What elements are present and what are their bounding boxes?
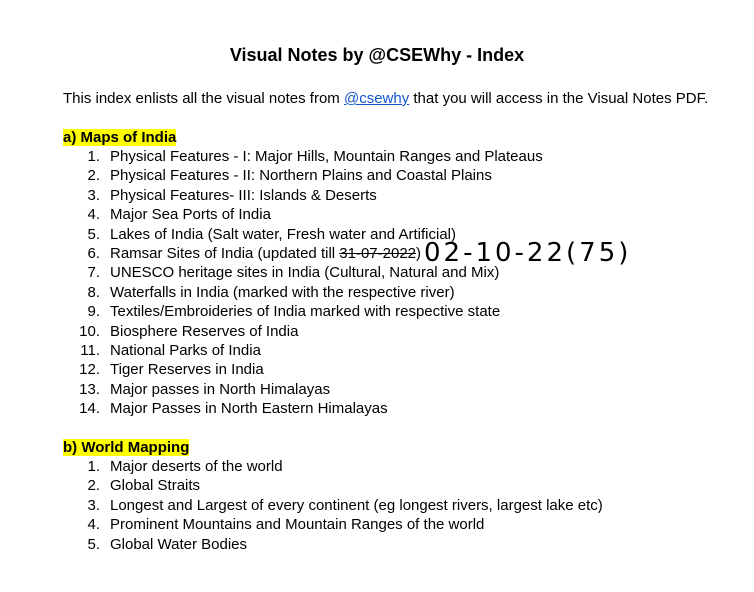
list-item-text: Physical Features - I: Major Hills, Mountain Ranges and Plateaus [110, 148, 543, 165]
section-heading-world-mapping [63, 438, 189, 457]
list-item-number: 10. [79, 322, 100, 340]
list-item-text: Tiger Reserves in India [110, 361, 264, 379]
handwritten-date-annotation: 02-10-22(75) [424, 238, 632, 268]
ramsar-text-after: ) [416, 244, 422, 262]
list-item-text: Global Straits [110, 477, 201, 495]
ramsar-text-before: Ramsar Sites of India (updated till [110, 244, 340, 262]
list-item-number: 2. [87, 477, 100, 495]
section-heading-maps-of-india [63, 128, 176, 147]
csewhy-link[interactable]: @csewhy [343, 90, 410, 107]
list-item-number: 13. [79, 380, 100, 398]
list-item-text: Longest and Largest of every continent (eg longest rivers, largest lake etc) [110, 496, 603, 514]
list-item-text: Global Water Bodies [110, 535, 248, 553]
list-item-number: 2. [87, 167, 100, 185]
list-item-text: Physical Features- III: Islands & Deserts [110, 186, 377, 204]
list-item-number: 4. [87, 206, 100, 224]
list-item-text: Major passes in North Himalayas [110, 380, 331, 398]
list-item-text: Prominent Mountains and Mountain Ranges of the world [110, 516, 485, 534]
list-item-number: 8. [87, 283, 100, 301]
list-item-text: Waterfalls in India (marked with the respective river) [110, 283, 455, 301]
struck-out-date: 31-07-2022 [339, 244, 417, 262]
list-item-number: 3. [87, 496, 100, 514]
document-title: Visual Notes by @CSEWhy - Index [229, 45, 525, 65]
list-item-number: 14. [79, 400, 100, 418]
list-item-number: 3. [87, 186, 100, 204]
list-item-number: 5. [87, 225, 100, 243]
list-item-text: National Parks of India [110, 341, 261, 359]
list-item-text: Physical Features - II: Northern Plains and Coastal Plains [110, 167, 492, 185]
list-item-number: 9. [87, 303, 100, 321]
list-item-text [110, 244, 421, 263]
list-item-number: 6. [87, 244, 100, 262]
list-item-number: 1. [87, 458, 100, 475]
list-item-number: 5. [87, 535, 100, 553]
list-item-text: Textiles/Embroideries of India marked with respective state [110, 303, 501, 321]
section-heading-label: b) World Mapping [63, 439, 190, 456]
list-item-text: UNESCO heritage sites in India (Cultural, Natural and Mix) [110, 264, 500, 282]
list-item-number: 4. [87, 516, 100, 534]
list-item-number: 1. [87, 148, 100, 165]
list-item-text: Biosphere Reserves of India [110, 322, 299, 340]
list-item-number: 7. [87, 264, 100, 282]
intro-text-after: that you will access in the Visual Notes PDF. [409, 90, 709, 107]
section-heading-label: a) Maps of India [63, 129, 177, 146]
list-item-text: Major deserts of the world [110, 458, 283, 475]
list-item-number: 11. [80, 341, 100, 359]
list-item-text: Major Sea Ports of India [110, 206, 271, 224]
list-item-number: 12. [79, 361, 100, 379]
intro-paragraph [63, 89, 708, 109]
intro-text-before: This index enlists all the visual notes from [63, 90, 344, 107]
list-item-text: Major Passes in North Eastern Himalayas [110, 400, 388, 418]
list-item-text: Lakes of India (Salt water, Fresh water and Artificial) [110, 225, 456, 243]
